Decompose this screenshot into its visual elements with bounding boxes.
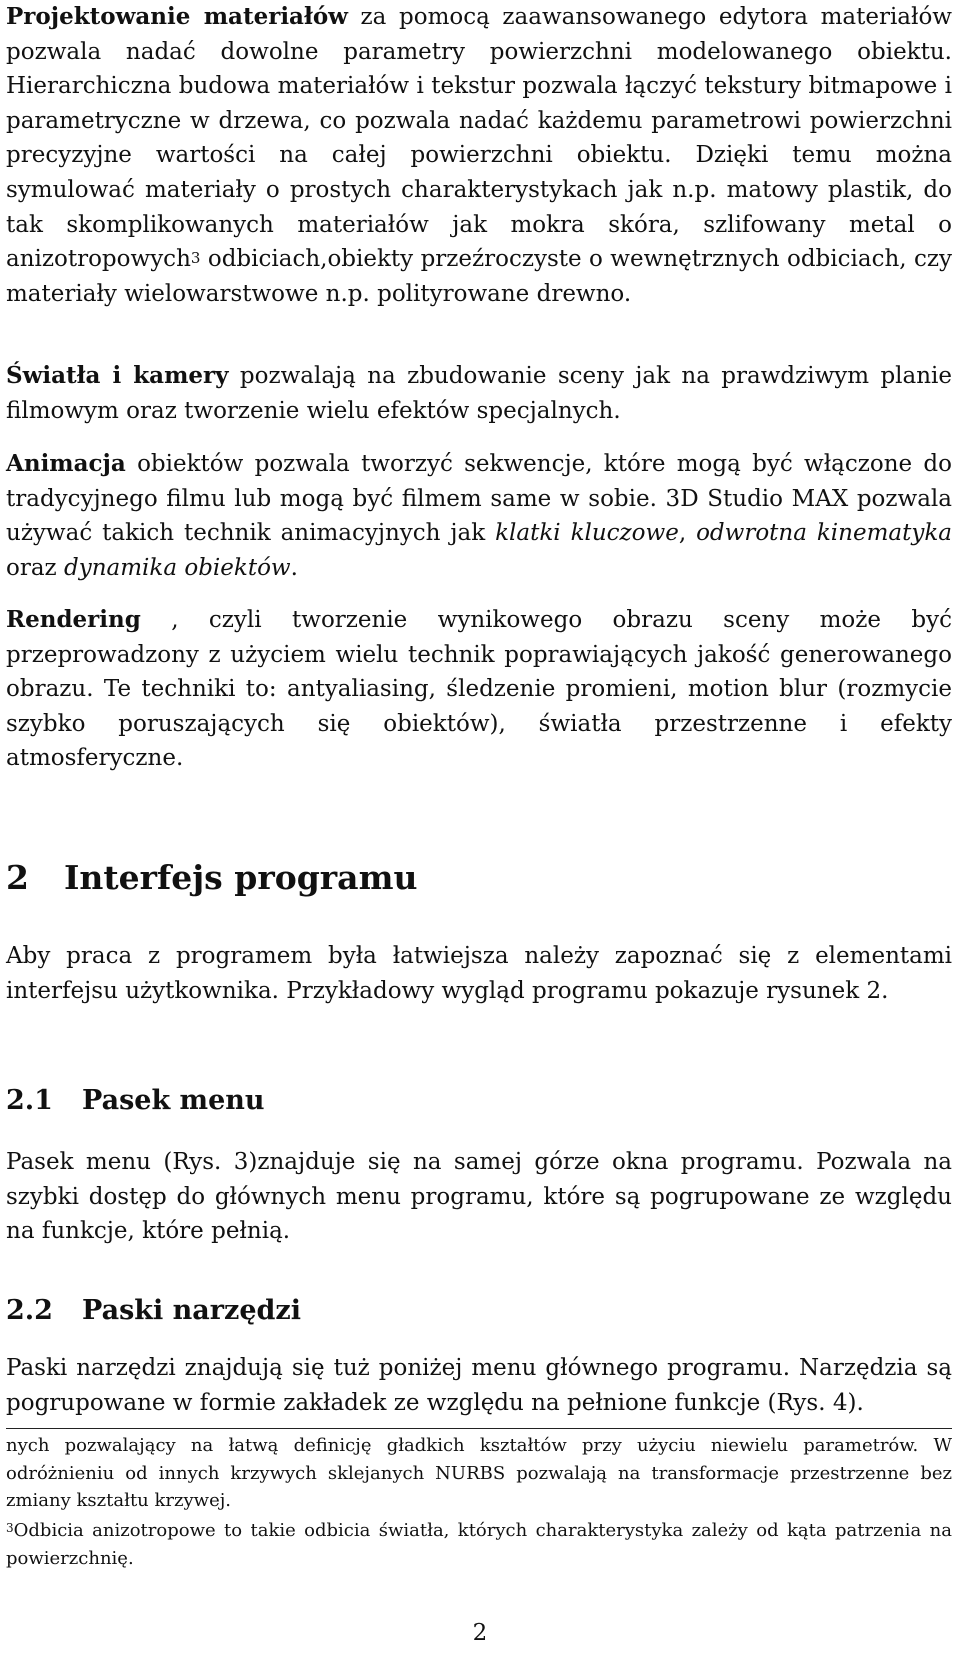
footnote-ref-3[interactable]: 3 xyxy=(190,249,201,268)
footnote-marker: 3 xyxy=(6,1521,14,1535)
rendering-text: , czyli tworzenie wynikowego obrazu sceny może być przeprowadzony z użyciem wielu technik poprawiających jakość generowanego obrazu. Te techniki to: antyaliasing, śledzenie promieni, motion blur (rozmycie szybko poruszających się obiektów), światła przestrzenne i efekty atmosferyczne. xyxy=(6,607,952,772)
term-materials: Projektowanie materiałów xyxy=(6,3,348,30)
term-lights: Światła i kamery xyxy=(6,362,229,389)
animation-sep-2: oraz xyxy=(6,554,64,581)
lights-text: pozwalają na zbudowanie sceny jak na prawdziwym planie filmowym oraz tworzenie wielu efektów specjalnych. xyxy=(6,363,953,424)
subsection-number: 2.1 xyxy=(6,1085,53,1116)
animation-sep-1: , xyxy=(678,520,697,547)
section-heading-2 xyxy=(6,858,417,898)
footnote-continued: nych pozwalający na łatwą definicję gładkich kształtów przy użyciu niewielu parametrów. W odróżnieniu od innych krzywych sklejanych NURBS pozwalają na transformacje przestrzenne bez zmiany kształtu krzywej. xyxy=(6,1435,952,1511)
paragraph-lights xyxy=(6,359,952,428)
paragraph-rendering xyxy=(6,603,952,776)
term-animation: Animacja xyxy=(6,450,126,477)
term-rendering: Rendering xyxy=(6,606,141,633)
footnote-divider xyxy=(6,1428,952,1429)
term-dynamics: dynamika obiektów xyxy=(63,554,291,581)
section-title: Interfejs programu xyxy=(64,858,418,897)
paragraph-animation xyxy=(6,447,952,585)
footnote-3-text: Odbicia anizotropowe to takie odbicia światła, których charakterystyka zależy od kąta patrzenia na powierzchnię. xyxy=(6,1520,952,1569)
subsection-number: 2.2 xyxy=(6,1295,53,1326)
footnote-3 xyxy=(6,1517,952,1572)
page-number: 2 xyxy=(472,1620,488,1646)
subsection-title: Paski narzędzi xyxy=(82,1295,301,1326)
paragraph-menu-bar: Pasek menu (Rys. 3)znajduje się na samej górze okna programu. Pozwala na szybki dostęp do głównych menu programu, które są pogrupowane ze względu na funkcje, które pełnią. xyxy=(6,1149,952,1245)
materials-text-a: za pomocą zaawansowanego edytora materiałów pozwala nadać dowolne parametry powierzchni modelowanego obiektu. Hierarchiczna budowa materiałów i tekstur pozwala łączyć tekstury bitmapowe i parametryczne w drzewa, co pozwala nadać każdemu parametrowi powierzchni precyzyjne wartości na całej powierzchni obiektu. Dzięki temu można symulować materiały o prostych charakterystykach jak n.p. matowy plastik, do tak skomplikowanych materiałów jak mokra skóra, szlifowany metal o anizotropowych xyxy=(6,4,952,273)
term-inverse-kinematics: odwrotna kinematyka xyxy=(696,520,952,547)
subsection-heading-2-2 xyxy=(6,1294,301,1328)
subsection-title: Pasek menu xyxy=(82,1085,265,1116)
paragraph-interface: Aby praca z programem była łatwiejsza należy zapoznać się z elementami interfejsu użytkownika. Przykładowy wygląd programu pokazuje rysunek 2. xyxy=(6,943,952,1004)
paragraph-materials xyxy=(6,0,952,311)
term-keyframes: klatki kluczowe xyxy=(495,520,679,547)
section-number: 2 xyxy=(6,858,29,897)
paragraph-toolbars: Paski narzędzi znajdują się tuż poniżej menu głównego programu. Narzędzia są pogrupowane w formie zakładek ze względu na pełnione funkcje (Rys. 4). xyxy=(6,1355,952,1416)
materials-text-b: odbiciach,obiekty przeźroczyste o wewnętrznych odbiciach, czy materiały wielowarstwowe n.p. polityrowane drewno. xyxy=(6,246,952,307)
animation-text-a: obiektów pozwala tworzyć sekwencje, które mogą być włączone do tradycyjnego filmu lub mogą być filmem same w sobie. 3D Studio MAX pozwala używać takich technik animacyjnych jak xyxy=(6,451,952,547)
animation-end: . xyxy=(290,554,298,581)
subsection-heading-2-1 xyxy=(6,1084,265,1118)
